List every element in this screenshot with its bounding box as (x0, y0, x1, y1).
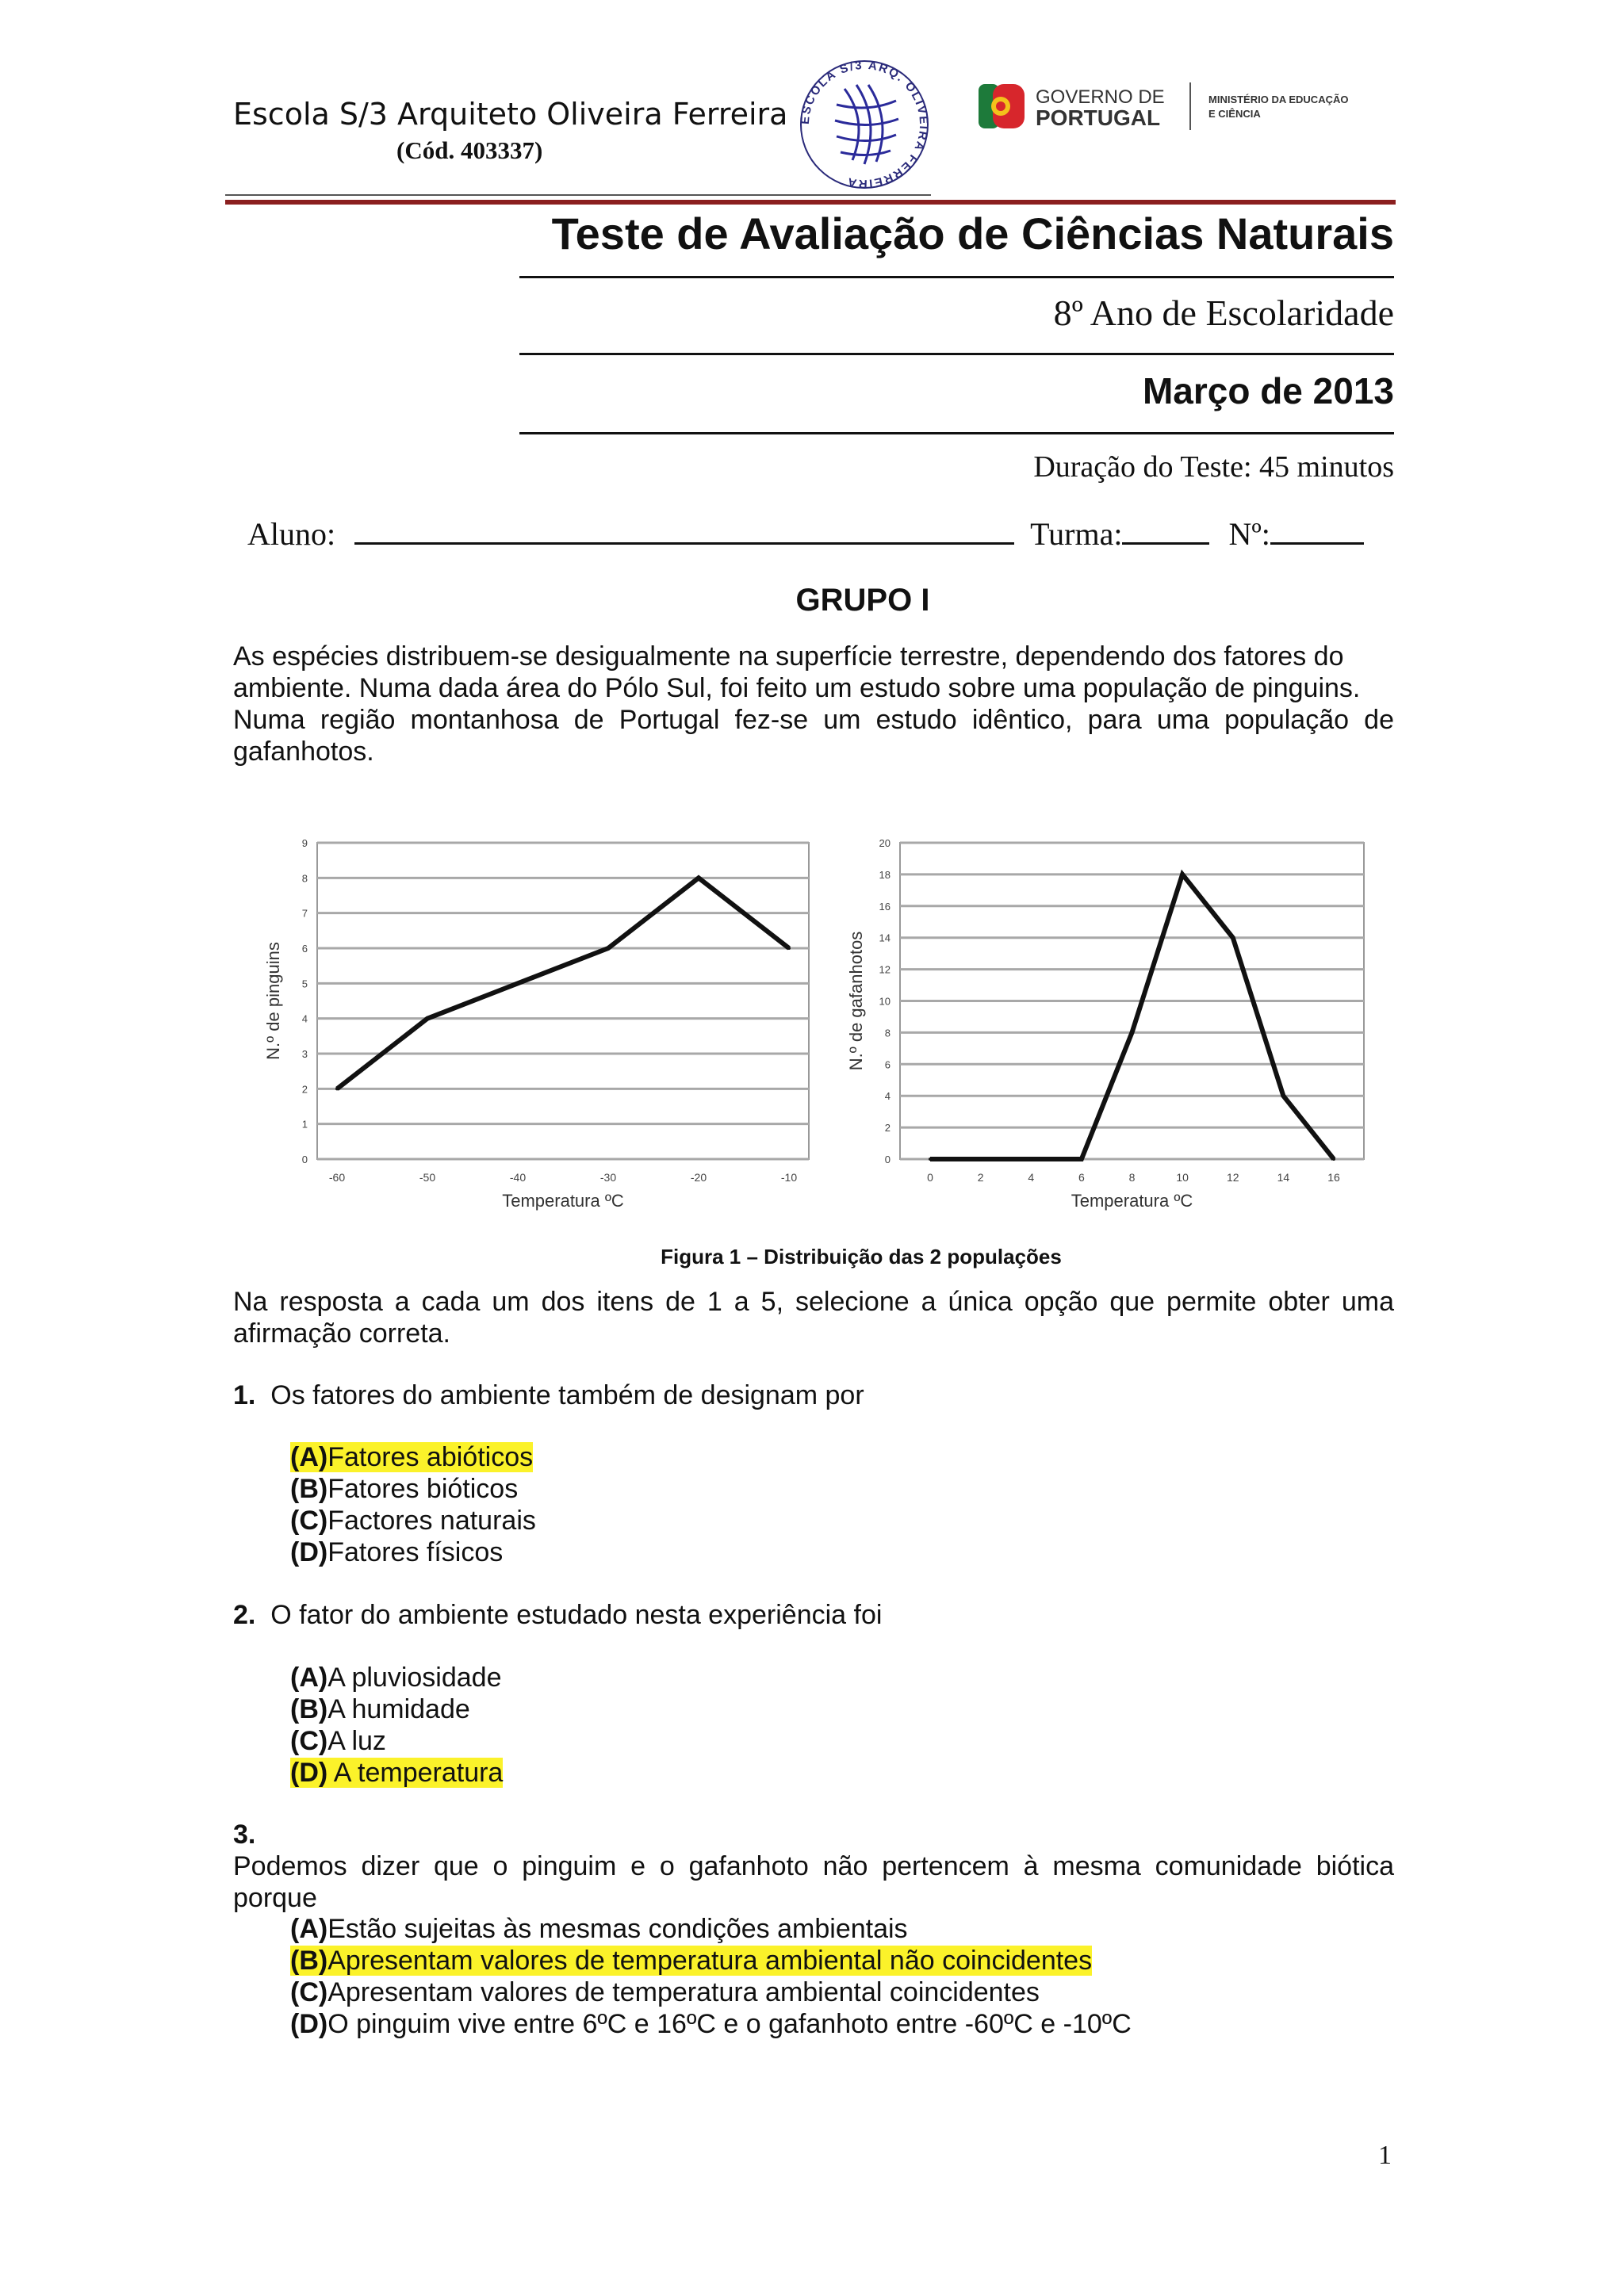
data-point (1281, 1094, 1285, 1097)
question-2-options (290, 1662, 503, 1789)
instruction-paragraph (233, 1286, 1394, 1349)
test-title: Teste de Avaliação de Ciências Naturais (551, 209, 1394, 258)
question-2 (233, 1599, 882, 1631)
gov-line1: GOVERNO DE (1036, 86, 1165, 108)
question-3 (233, 1819, 1394, 1914)
header-divider-thick (225, 200, 1396, 205)
y-tick-label: 9 (301, 837, 308, 849)
data-point (1231, 936, 1235, 939)
y-tick-label: 12 (879, 963, 891, 976)
option-c[interactable]: (C)A luz (290, 1726, 386, 1756)
option-b[interactable]: (B)Fatores bióticos (290, 1474, 519, 1504)
ministry-line1: MINISTÉRIO DA EDUCAÇÃO (1208, 94, 1349, 105)
ministry-line2: E CIÊNCIA (1208, 108, 1261, 120)
y-tick-label: 6 (301, 943, 308, 955)
y-tick-label: 0 (301, 1154, 308, 1165)
y-tick-label: 8 (884, 1027, 891, 1039)
question-text: Podemos dizer que o pinguim e o gafanhoto não pertencem à mesma comunidade biótica (233, 1851, 1394, 1881)
instruction-line: afirmação correta. (233, 1318, 450, 1349)
y-tick-label: 18 (879, 868, 891, 881)
x-tick-label: 16 (1327, 1171, 1340, 1184)
number-label: Nº: (1228, 516, 1270, 552)
x-tick-label: 6 (1078, 1171, 1085, 1184)
x-tick-label: 12 (1226, 1171, 1239, 1184)
student-info-row (247, 515, 1394, 553)
option-b[interactable]: (B)Apresentam valores de temperatura ambiental não coincidentes (290, 1946, 1093, 1976)
y-tick-label: 2 (301, 1083, 308, 1096)
question-1-options (290, 1441, 536, 1568)
y-tick-label: 3 (301, 1048, 308, 1060)
penguin-chart (262, 828, 817, 1225)
x-tick-label: -40 (509, 1171, 527, 1184)
question-1 (233, 1380, 864, 1411)
data-point (787, 947, 791, 950)
question-number: 1. (233, 1380, 256, 1410)
gov-line2: PORTUGAL (1036, 105, 1161, 130)
title-rule (519, 276, 1394, 278)
data-point (516, 982, 519, 985)
x-tick-label: -20 (690, 1171, 707, 1184)
question-text-continued: porque (233, 1883, 317, 1913)
y-tick-label: 16 (879, 900, 891, 913)
question-number: 2. (233, 1600, 256, 1630)
intro-line: gafanhotos. (233, 737, 374, 767)
y-tick-label: 0 (884, 1154, 891, 1165)
data-point (1131, 1031, 1134, 1034)
option-a[interactable]: (A)A pluviosidade (290, 1663, 502, 1693)
option-d[interactable]: (D) A temperatura (290, 1758, 504, 1788)
student-name-field[interactable] (354, 515, 1014, 545)
school-seal-logo (797, 57, 932, 192)
instruction-line: Na resposta a cada um dos itens de 1 a 5, selecione a única opção que permite obter uma (233, 1287, 1394, 1317)
y-tick-label: 10 (879, 995, 891, 1008)
y-tick-label: 5 (301, 978, 308, 990)
x-axis-label: Temperatura ºC (1071, 1191, 1193, 1211)
school-grade: 8º Ano de Escolaridade (1053, 293, 1394, 333)
class-field[interactable] (1122, 515, 1209, 545)
x-tick-label: 2 (977, 1171, 984, 1184)
student-label: Aluno: (247, 516, 336, 552)
x-tick-label: -50 (419, 1171, 436, 1184)
date-rule (519, 432, 1394, 434)
header-divider-thin (225, 194, 931, 196)
y-tick-label: 14 (879, 932, 891, 944)
question-number: 3. (233, 1820, 256, 1850)
data-point (1080, 1158, 1083, 1161)
data-point (1332, 1158, 1335, 1161)
x-tick-label: -30 (599, 1171, 617, 1184)
question-text: O fator do ambiente estudado nesta experiência foi (270, 1600, 883, 1630)
x-axis-label: Temperatura ºC (502, 1191, 624, 1211)
data-point (929, 1158, 932, 1161)
option-d[interactable]: (D)O pinguim vive entre 6ºC e 16ºC e o gafanhoto entre -60ºC e -10ºC (290, 2009, 1132, 2039)
option-a[interactable]: (A)Fatores abióticos (290, 1442, 534, 1472)
x-tick-label: 14 (1277, 1171, 1290, 1184)
number-field[interactable] (1270, 515, 1364, 545)
data-point (426, 1017, 429, 1020)
data-point (979, 1158, 982, 1161)
y-tick-label: 4 (884, 1090, 891, 1103)
x-tick-label: 10 (1176, 1171, 1189, 1184)
option-d[interactable]: (D)Fatores físicos (290, 1537, 504, 1567)
y-axis-label: N.º de pinguins (263, 942, 283, 1060)
x-tick-label: 0 (927, 1171, 933, 1184)
data-point (607, 947, 610, 950)
data-point (335, 1087, 339, 1090)
grasshopper-chart (833, 828, 1388, 1225)
intro-line: ambiente. Numa dada área do Pólo Sul, foi feito um estudo sobre uma população de pinguins. (233, 673, 1361, 703)
option-a[interactable]: (A)Estão sujeitas às mesmas condições ambientais (290, 1914, 908, 1944)
option-b[interactable]: (B)A humidade (290, 1694, 470, 1724)
intro-line: Numa região montanhosa de Portugal fez-se um estudo idêntico, para uma população de (233, 705, 1394, 735)
seal-text: ESCOLA S/3 ARQ. OLIVEIRA FERREIRA (798, 58, 931, 191)
option-c[interactable]: (C)Factores naturais (290, 1506, 536, 1536)
government-logo (977, 79, 1358, 135)
plot-area (317, 843, 809, 1159)
y-tick-label: 6 (884, 1058, 891, 1071)
school-code: (Cód. 403337) (396, 136, 543, 164)
school-name: Escola S/3 Arquiteto Oliveira Ferreira (233, 97, 788, 132)
grade-rule (519, 353, 1394, 355)
x-tick-label: -10 (780, 1171, 798, 1184)
data-point (1181, 873, 1184, 876)
y-tick-label: 20 (879, 837, 891, 849)
y-axis-label: N.º de gafanhotos (846, 931, 866, 1071)
y-tick-label: 4 (301, 1012, 308, 1025)
data-point (697, 876, 700, 879)
option-c[interactable]: (C)Apresentam valores de temperatura ambiental coincidentes (290, 1977, 1040, 2007)
y-tick-label: 8 (301, 872, 308, 885)
group-title: GRUPO I (795, 583, 930, 618)
x-tick-label: 4 (1028, 1171, 1035, 1184)
data-point (1029, 1158, 1032, 1161)
class-label: Turma: (1030, 516, 1123, 552)
x-tick-label: -60 (328, 1171, 346, 1184)
question-text: Os fatores do ambiente também de designam por (270, 1380, 864, 1410)
y-tick-label: 7 (301, 907, 308, 920)
intro-paragraph (233, 641, 1394, 767)
y-tick-label: 1 (301, 1118, 308, 1131)
question-3-options (290, 1913, 1132, 2040)
x-tick-label: 8 (1128, 1171, 1136, 1184)
figure-caption: Figura 1 – Distribuição das 2 populações (661, 1245, 1062, 1269)
y-tick-label: 2 (884, 1122, 891, 1135)
test-duration: Duração do Teste: 45 minutos (1033, 450, 1394, 484)
intro-line: As espécies distribuem-se desigualmente na superfície terrestre, dependendo dos fatores do (233, 641, 1344, 672)
test-date: Março de 2013 (1142, 370, 1394, 411)
page-number: 1 (1378, 2141, 1392, 2170)
